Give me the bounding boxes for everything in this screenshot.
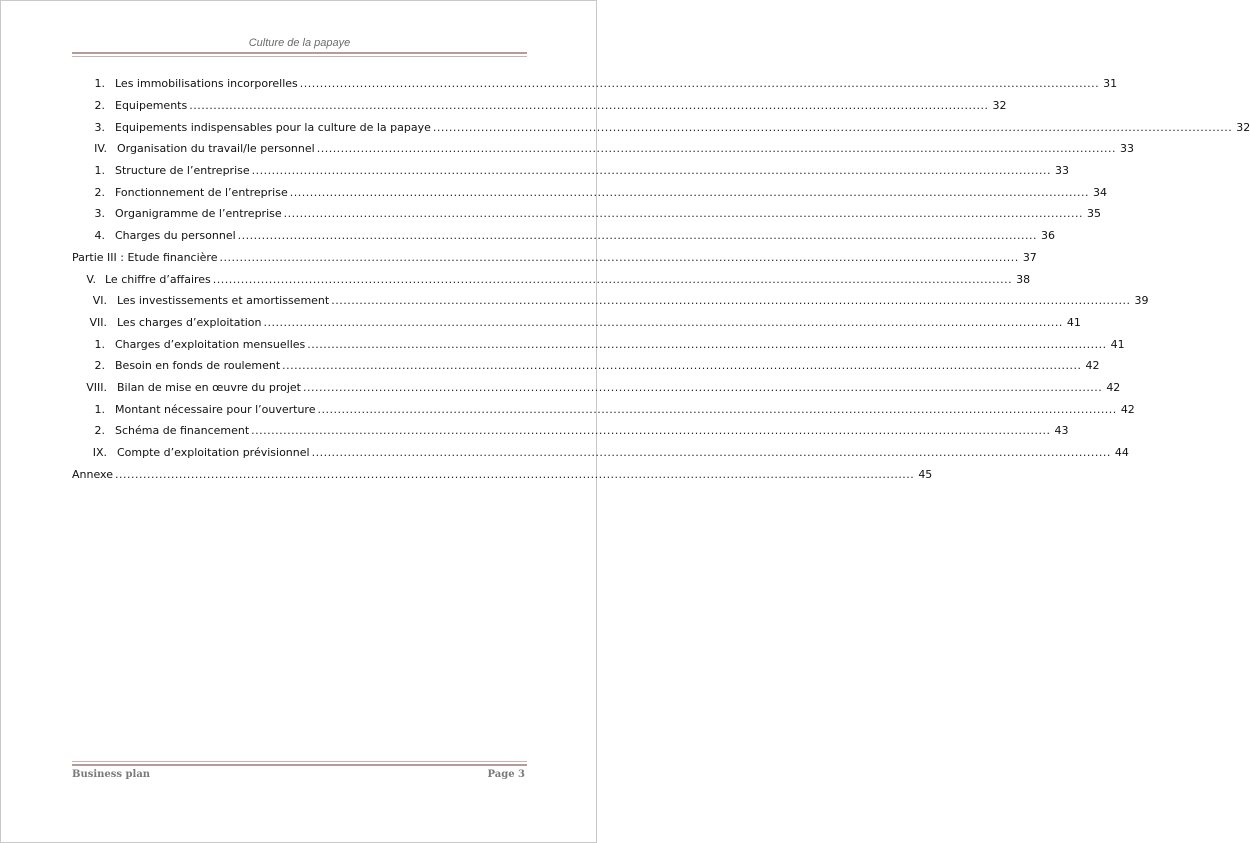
toc-dot-leader: ........................................................................................................................................................................................................ bbox=[219, 250, 1019, 264]
toc-entry-title: Besoin en fonds de roulement bbox=[115, 359, 281, 373]
toc-entry-number: V. bbox=[86, 272, 96, 286]
toc-entry-title: Fonctionnement de l’entreprise bbox=[115, 185, 288, 199]
toc-entry-number: 2. bbox=[94, 99, 105, 113]
header-rule bbox=[72, 52, 527, 54]
toc-entry[interactable] bbox=[72, 225, 1055, 247]
toc-entry-page: 42 bbox=[1120, 402, 1135, 416]
toc-entry-page: 32 bbox=[1236, 120, 1250, 134]
toc-entry-number: 1. bbox=[94, 77, 105, 91]
toc-dot-leader: ........................................................................................................................................................................................................ bbox=[317, 402, 1117, 416]
toc-entry-page: 38 bbox=[1016, 272, 1031, 286]
toc-entry-title: Les charges d’exploitation bbox=[117, 315, 262, 329]
toc-entry-number: 2. bbox=[94, 424, 105, 438]
toc-entry[interactable] bbox=[72, 398, 1135, 420]
toc-dot-leader: ........................................................................................................................................................................................................ bbox=[307, 337, 1107, 351]
toc-entry-title: Organisation du travail/le personnel bbox=[117, 142, 315, 156]
toc-entry[interactable] bbox=[72, 247, 1037, 269]
toc-dot-leader: ........................................................................................................................................................................................................ bbox=[289, 185, 1090, 199]
toc-dot-leader: ........................................................................................................................................................................................................ bbox=[237, 229, 1037, 243]
toc-entry-number: IX. bbox=[92, 446, 107, 460]
toc-entry[interactable] bbox=[72, 290, 1149, 312]
toc-dot-leader: ........................................................................................................................................................................................................ bbox=[331, 294, 1131, 308]
toc-dot-leader: ........................................................................................................................................................................................................ bbox=[302, 380, 1103, 394]
toc-entry-number: IV. bbox=[94, 142, 107, 156]
toc-entry-title: Charges du personnel bbox=[115, 229, 236, 243]
toc-entry-page: 43 bbox=[1054, 424, 1069, 438]
toc-dot-leader: ........................................................................................................................................................................................................ bbox=[432, 120, 1233, 134]
toc-entry-title: Les immobilisations incorporelles bbox=[115, 77, 298, 91]
toc-entry[interactable] bbox=[72, 138, 1135, 160]
toc-entry-number: 1. bbox=[94, 164, 105, 178]
toc-entry[interactable] bbox=[72, 355, 1100, 377]
toc-dot-leader: ........................................................................................................................................................................................................ bbox=[299, 77, 1100, 91]
footer-page-number: Page 3 bbox=[487, 769, 525, 780]
toc-entry[interactable] bbox=[72, 116, 1250, 138]
toc-entry-number: 2. bbox=[94, 185, 105, 199]
toc-entry-title: Equipements indispensables pour la culture de la papaye bbox=[115, 120, 431, 134]
toc-entry[interactable] bbox=[72, 181, 1108, 203]
toc-entry-number: VIII. bbox=[86, 380, 107, 394]
header-title: Culture de la papaye bbox=[248, 37, 351, 49]
toc-entry-title: Bilan de mise en œuvre du projet bbox=[117, 380, 301, 394]
toc-entry[interactable] bbox=[72, 463, 933, 485]
header-rule-thin bbox=[72, 56, 527, 57]
toc-dot-leader: ........................................................................................................................................................................................................ bbox=[282, 359, 1082, 373]
toc-entry[interactable] bbox=[72, 268, 1031, 290]
toc-entry-number: VII. bbox=[89, 315, 107, 329]
toc-entry-page: 32 bbox=[992, 99, 1007, 113]
toc-entry-page: 39 bbox=[1134, 294, 1149, 308]
footer-left-text: Business plan bbox=[72, 769, 151, 780]
toc-entry-page: 44 bbox=[1114, 446, 1129, 460]
toc-entry-page: 37 bbox=[1022, 250, 1037, 264]
toc-entry-page: 35 bbox=[1086, 207, 1101, 221]
toc-entry-title: Partie III : Etude financière bbox=[72, 250, 218, 264]
toc-dot-leader: ........................................................................................................................................................................................................ bbox=[251, 424, 1051, 438]
toc-entry-title: Montant nécessaire pour l’ouverture bbox=[115, 402, 316, 416]
footer-rule bbox=[72, 764, 527, 766]
toc-entry-number: 2. bbox=[94, 359, 105, 373]
toc-entry[interactable] bbox=[72, 203, 1101, 225]
toc-entry-page: 31 bbox=[1103, 77, 1118, 91]
toc-entry-title: Compte d’exploitation prévisionnel bbox=[117, 446, 310, 460]
toc-entry[interactable] bbox=[72, 442, 1129, 464]
toc-entry-page: 41 bbox=[1066, 315, 1081, 329]
toc-entry[interactable] bbox=[72, 377, 1121, 399]
toc-entry-page: 45 bbox=[918, 467, 933, 481]
toc-entry-page: 33 bbox=[1120, 142, 1135, 156]
toc-entry-title: Organigramme de l’entreprise bbox=[115, 207, 282, 221]
toc-dot-leader: ........................................................................................................................................................................................................ bbox=[283, 207, 1083, 221]
toc-dot-leader: ........................................................................................................................................................................................................ bbox=[311, 446, 1111, 460]
toc-entry-page: 36 bbox=[1040, 229, 1055, 243]
toc-dot-leader: ........................................................................................................................................................................................................ bbox=[114, 467, 915, 481]
toc-entry[interactable] bbox=[72, 333, 1125, 355]
toc-entry-number: 1. bbox=[94, 402, 105, 416]
toc-entry-title: Schéma de financement bbox=[115, 424, 250, 438]
toc-dot-leader: ........................................................................................................................................................................................................ bbox=[212, 272, 1013, 286]
toc-entry-title: Charges d’exploitation mensuelles bbox=[115, 337, 306, 351]
toc-entry-number: 3. bbox=[94, 207, 105, 221]
toc-entry[interactable] bbox=[72, 73, 1118, 95]
toc-dot-leader: ........................................................................................................................................................................................................ bbox=[263, 315, 1063, 329]
toc-entry-number: 3. bbox=[94, 120, 105, 134]
toc-dot-leader: ........................................................................................................................................................................................................ bbox=[316, 142, 1117, 156]
toc-entry-page: 42 bbox=[1106, 380, 1121, 394]
table-of-contents bbox=[72, 73, 1250, 485]
toc-entry-number: 4. bbox=[94, 229, 105, 243]
footer-rule-thin bbox=[72, 761, 527, 762]
toc-dot-leader: ........................................................................................................................................................................................................ bbox=[251, 164, 1051, 178]
toc-entry-page: 42 bbox=[1085, 359, 1100, 373]
toc-entry[interactable] bbox=[72, 420, 1069, 442]
toc-entry[interactable] bbox=[72, 95, 1007, 117]
toc-entry-title: Les investissements et amortissement bbox=[117, 294, 330, 308]
toc-entry-title: Annexe bbox=[72, 467, 113, 481]
toc-entry-number: VI. bbox=[92, 294, 107, 308]
toc-entry-page: 33 bbox=[1054, 164, 1069, 178]
toc-entry-number: 1. bbox=[94, 337, 105, 351]
toc-entry-page: 34 bbox=[1093, 185, 1108, 199]
toc-entry[interactable] bbox=[72, 160, 1069, 182]
toc-entry-title: Structure de l’entreprise bbox=[115, 164, 250, 178]
toc-entry-title: Equipements bbox=[115, 99, 188, 113]
toc-entry[interactable] bbox=[72, 312, 1081, 334]
toc-dot-leader: ........................................................................................................................................................................................................ bbox=[189, 99, 989, 113]
toc-entry-page: 41 bbox=[1110, 337, 1125, 351]
toc-entry-title: Le chiffre d’affaires bbox=[105, 272, 211, 286]
